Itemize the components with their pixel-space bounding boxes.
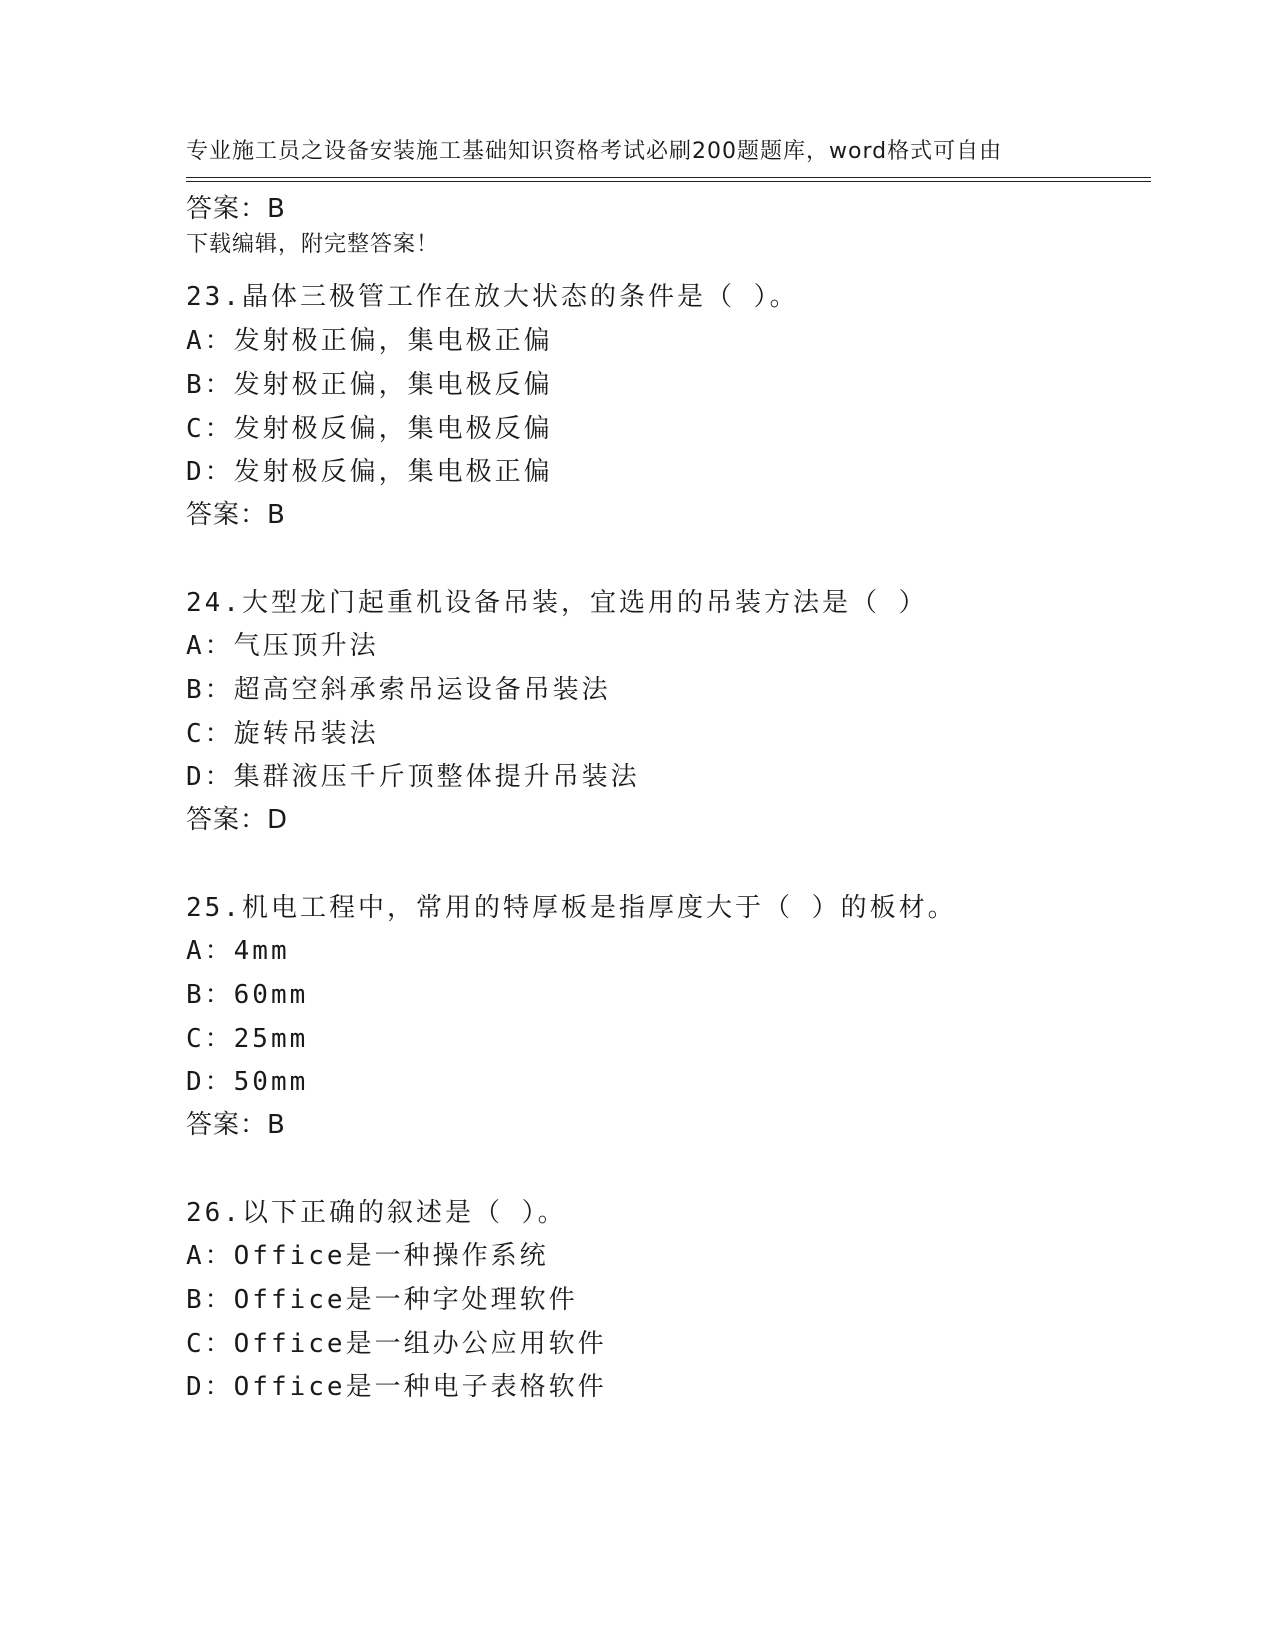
question-23-option-a: A：发射极正偏，集电极正偏 [186, 326, 553, 356]
question-26-option-d: D：Office是一种电子表格软件 [186, 1372, 607, 1402]
question-23-option-d: D：发射极反偏，集电极正偏 [186, 457, 553, 487]
question-23-answer: 答案：B [186, 500, 286, 530]
header-line-2: 下载编辑，附完整答案！ [186, 232, 440, 257]
question-24-answer: 答案：D [186, 805, 289, 835]
question-25-stem: 25.机电工程中，常用的特厚板是指厚度大于（ ）的板材。 [186, 893, 957, 923]
question-25-option-d: D：50mm [186, 1067, 309, 1097]
question-23-option-c: C：发射极反偏，集电极反偏 [186, 414, 553, 444]
question-24-stem: 24.大型龙门起重机设备吊装，宜选用的吊装方法是（ ） [186, 588, 928, 618]
question-25-answer: 答案：B [186, 1110, 286, 1140]
question-23-option-b: B：发射极正偏，集电极反偏 [186, 370, 553, 400]
document-header [186, 74, 1086, 291]
question-25-option-c: C：25mm [186, 1024, 309, 1054]
question-26-option-c: C：Office是一组办公应用软件 [186, 1329, 607, 1359]
question-25-option-a: A：4mm [186, 936, 290, 966]
question-26-option-a: A：Office是一种操作系统 [186, 1241, 549, 1271]
answer-previous: 答案：B [186, 194, 286, 224]
question-24-option-a: A：气压顶升法 [186, 631, 379, 661]
header-divider [186, 177, 1151, 182]
question-23-stem: 23.晶体三极管工作在放大状态的条件是（ ）。 [186, 282, 799, 312]
question-25-option-b: B：60mm [186, 980, 309, 1010]
question-26-option-b: B：Office是一种字处理软件 [186, 1285, 578, 1315]
header-line-1: 专业施工员之设备安装施工基础知识资格考试必刷200题题库，word格式可自由 [186, 139, 1003, 164]
question-24-option-d: D：集群液压千斤顶整体提升吊装法 [186, 762, 640, 792]
question-26-stem: 26.以下正确的叙述是（ ）。 [186, 1198, 567, 1228]
question-24-option-b: B：超高空斜承索吊运设备吊装法 [186, 675, 611, 705]
question-24-option-c: C：旋转吊装法 [186, 719, 379, 749]
